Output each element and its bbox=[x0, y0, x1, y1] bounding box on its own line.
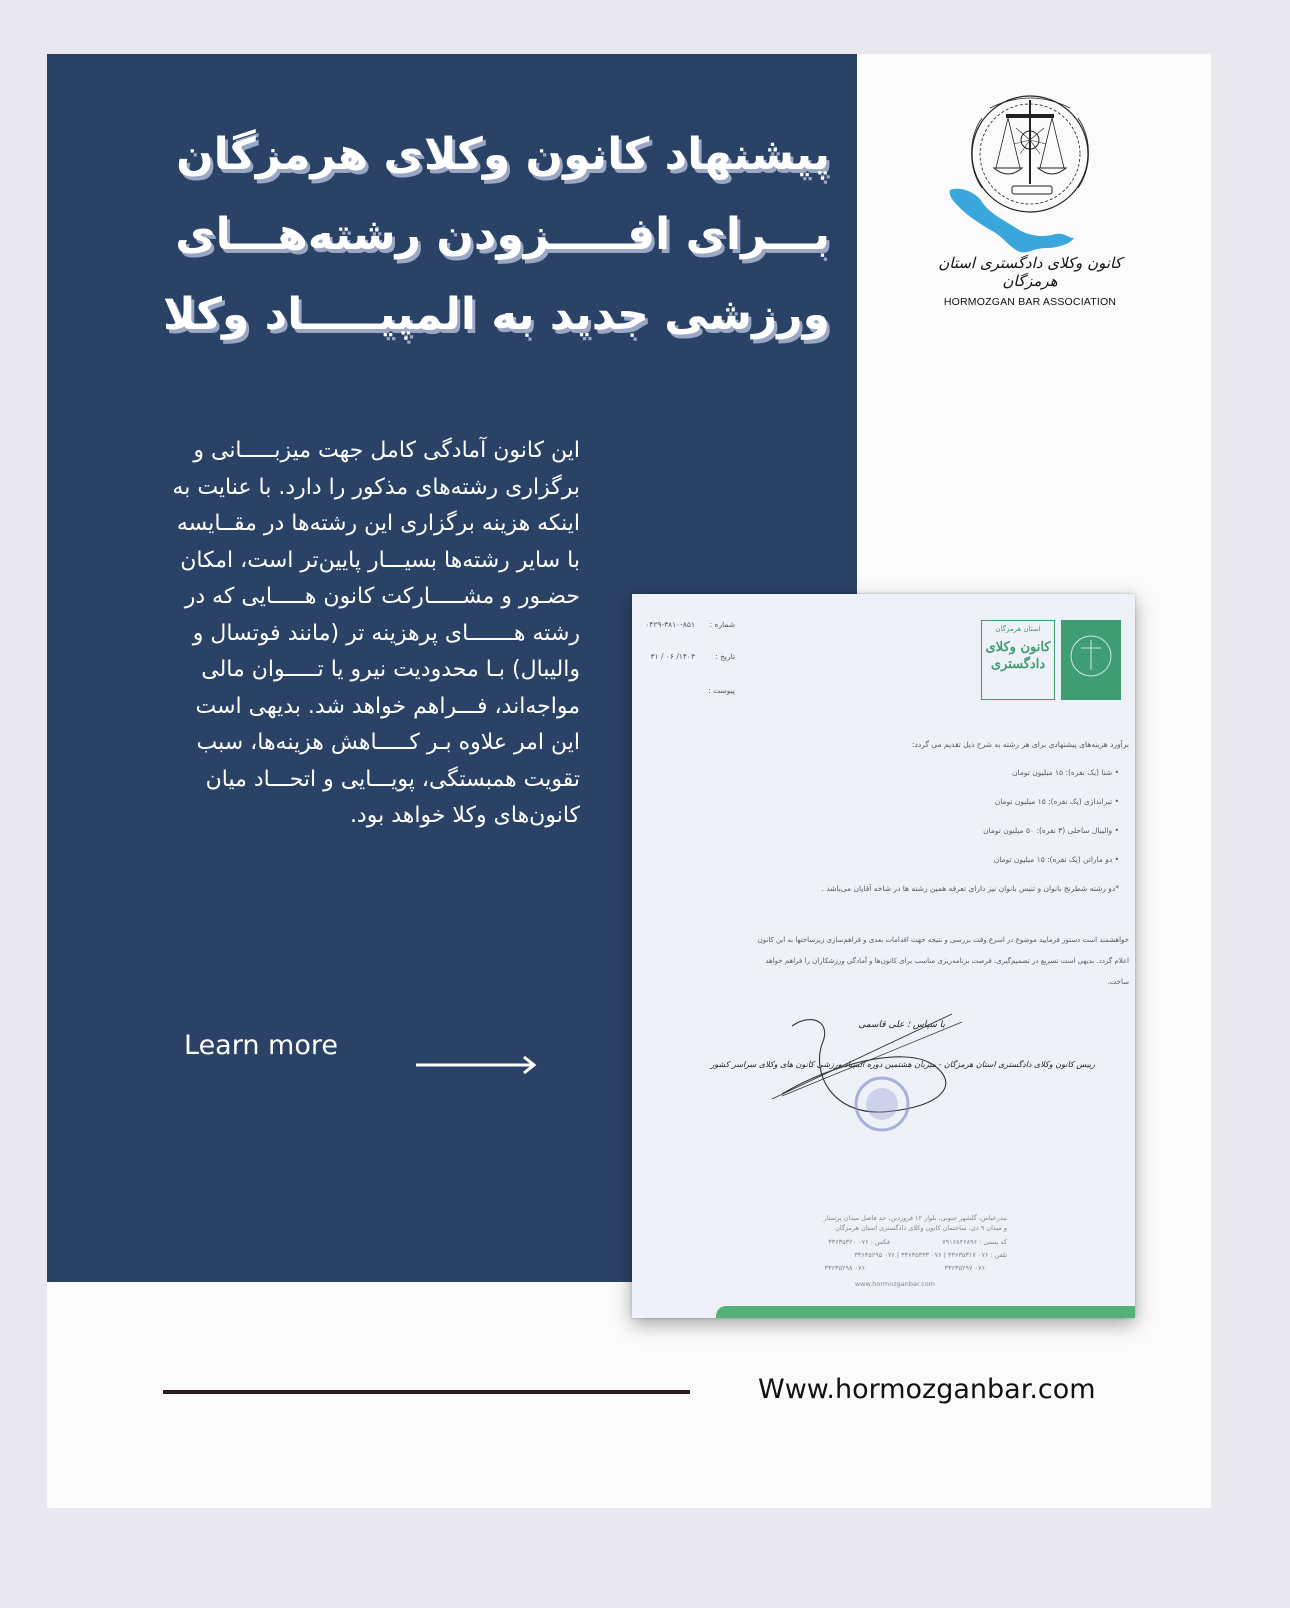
letter-item-text: دو ماراتن (یک نفره): ۱۵ میلیون تومان bbox=[993, 855, 1113, 864]
letter-green-bar bbox=[716, 1306, 1135, 1318]
headline bbox=[110, 115, 830, 355]
phone-value: ۰۷۶ ۳۳۶۳۵۲۹۷ bbox=[944, 1264, 985, 1272]
body-line: مواجه‌اند، فـــراهم خواهد شد. بدیهی است bbox=[195, 693, 580, 719]
letter-item-text: والیبال ساحلی (۳ نفره): ۵۰ میلیون تومان bbox=[983, 826, 1113, 835]
letter-closing-line: ساخت. bbox=[1107, 978, 1129, 986]
letter-brand-province: استان هرمزگان bbox=[995, 625, 1041, 633]
letter-fax bbox=[828, 1238, 890, 1246]
letter-item-text: تیراندازی (یک نفره): ۱۵ میلیون تومان bbox=[994, 797, 1113, 806]
phone-value: ۰۷۶ ۳۳۶۳۵۳۱۷ bbox=[947, 1251, 989, 1259]
fax-label: فکس : bbox=[870, 1238, 890, 1246]
letter-emblem-box bbox=[1061, 620, 1121, 700]
letter-date-value: ۱۴۰۳/ ۰۶ / ۳۱ bbox=[650, 652, 695, 661]
letter-note: *دو رشته شطرنج بانوان و تنیس بانوان نیز دارای تعرفه همین رشته ها در شاخه آقایان می‌باشد . bbox=[821, 884, 1119, 893]
letter-item-text: شنا (یک نفره): ۱۵ میلیون تومان bbox=[1012, 768, 1113, 777]
letter-phone: تلفن : ۰۷۶ ۳۳۶۳۵۳۱۷ | ۰۷۶ ۳۳۶۳۵۳۳۳ | ۰۷۶ ۳۳۶۳۵۲۹۵ bbox=[854, 1251, 1007, 1259]
body-paragraph bbox=[95, 433, 580, 835]
letter-item: • تیراندازی (یک نفره): ۱۵ میلیون تومان bbox=[994, 797, 1119, 806]
postal-value: ۷۹۱۶۸۴۶۸۹۶ bbox=[942, 1238, 978, 1246]
logo-name-english: HORMOZGAN BAR ASSOCIATION bbox=[943, 296, 1117, 308]
learn-more-link[interactable]: Learn more bbox=[184, 1030, 338, 1061]
body-line: حضـور و مشـــــارکت کانون هـــــایی که در bbox=[184, 584, 580, 609]
letter-brand-main: کانون وکلای دادگستری bbox=[985, 640, 1051, 672]
body-line: رشته هـــــــای پرهزینه تر (مانند فوتسال و bbox=[192, 620, 580, 646]
letter-date-label: تاریخ : bbox=[715, 652, 735, 661]
headline-line-3: ورزشی جدید به المپیـــــاد وکلا bbox=[162, 289, 830, 340]
letter-postal bbox=[942, 1238, 1007, 1246]
letter-signoff: با سپاس ؛ علی قاسمی bbox=[858, 1020, 945, 1030]
phone-value: ۰۷۶ ۳۳۶۳۵۲۹۸ bbox=[824, 1264, 865, 1272]
arrow-right-icon[interactable] bbox=[416, 1054, 538, 1074]
signature-icon bbox=[752, 1004, 1012, 1134]
scales-of-justice-emblem-icon bbox=[920, 88, 1140, 258]
letter-number-label: شماره : bbox=[709, 620, 735, 629]
letter-signer-title: رییس کانون وکلای دادگستری استان هرمزگان - میزبان هشتمین دوره المپیاد ورزشی کانون های وکلای سراسر کشور bbox=[710, 1060, 1095, 1069]
letter-number-value: ۰۴۲۹-۳۸۱۰-۸۵۱ bbox=[645, 620, 695, 629]
body-line: با سایر رشته‌ها بسیـــار پایین‌تر است، امکان bbox=[180, 547, 580, 573]
letter-attachment-label: پیوست : bbox=[708, 686, 735, 695]
phone-label: تلفن : bbox=[990, 1251, 1007, 1259]
headline-line-1: پیشنهاد کانون وکلای هرمزگان bbox=[176, 129, 830, 180]
website-link[interactable]: Www.hormozganbar.com bbox=[758, 1374, 1096, 1405]
logo-name-persian: کانون وکلای دادگستری استان هرمزگان bbox=[938, 254, 1122, 290]
letter-brand-mark bbox=[981, 620, 1055, 700]
official-letter bbox=[632, 594, 1135, 1318]
phone-value: ۰۷۶ ۳۳۶۳۵۳۳۳ bbox=[901, 1251, 942, 1259]
body-line: برگزاری رشته‌های مذکور را دارد. با عنایت به bbox=[172, 474, 580, 500]
letter-item: • والیبال ساحلی (۳ نفره): ۵۰ میلیون تومان bbox=[983, 826, 1119, 835]
body-line: اینکه هزینه برگزاری این رشته‌ها در مقــایسه bbox=[176, 511, 580, 536]
letter-closing-line: اعلام گردد. بدیهی است تسریع در تصمیم‌گیری، فرصت برنامه‌ریزی مناسب برای کانون‌ها و آمادگی ورزشکاران را فراهم خواهد bbox=[765, 957, 1129, 965]
emblem-icon bbox=[1061, 620, 1121, 700]
postal-label: کد پستی : bbox=[979, 1238, 1007, 1246]
body-line: این امر علاوه بـر کـــــاهش هزینه‌ها، سبب bbox=[196, 730, 580, 755]
footer-divider bbox=[163, 1390, 690, 1394]
letter-intro: برآورد هزینه‌های پیشنهادی برای هر رشته به شرح ذیل تقدیم می گردد: bbox=[912, 740, 1129, 749]
letter-address-line: بندرعباس، گلشهر جنوبی، بلوار ۱۲ فروردین، حد فاصل میدان پرستار bbox=[823, 1214, 1007, 1222]
hormozgan-bar-logo bbox=[920, 88, 1140, 313]
phone-value: ۰۷۶ ۳۳۶۳۵۲۹۵ bbox=[854, 1251, 895, 1259]
letter-website: www.hormozganbar.com bbox=[854, 1280, 935, 1288]
body-line: این کانون آمادگی کامل جهت میزبـــــانی و bbox=[193, 438, 580, 463]
letter-closing-line: خواهشمند است دستور فرمایید موضوع در اسرع وقت بررسی و نتیجه جهت اقدامات بعدی و فراهم‌سازی زیرساختها به این کانون bbox=[757, 936, 1129, 944]
headline-line-2: بـــرای افـــــزودن رشته‌هـــای bbox=[175, 209, 830, 260]
body-line: والیبال) بـا محدودیت نیرو یا تـــــوان مالی bbox=[201, 657, 580, 682]
letter-item: • دو ماراتن (یک نفره): ۱۵ میلیون تومان bbox=[993, 855, 1119, 864]
body-line: تقویت همبستگی، پویـــایی و اتحـــاد میان bbox=[205, 766, 580, 792]
letter-address-line: و میدان ۹ دی، ساختمان کانون وکلای دادگستری استان هرمزگان bbox=[835, 1224, 1007, 1232]
fax-value: ۰۷۶ ۳۳۶۳۵۳۲۰ bbox=[828, 1238, 869, 1246]
body-line: کانون‌های وکلا خواهد بود. bbox=[349, 803, 580, 828]
letter-item: • شنا (یک نفره): ۱۵ میلیون تومان bbox=[1012, 768, 1119, 777]
